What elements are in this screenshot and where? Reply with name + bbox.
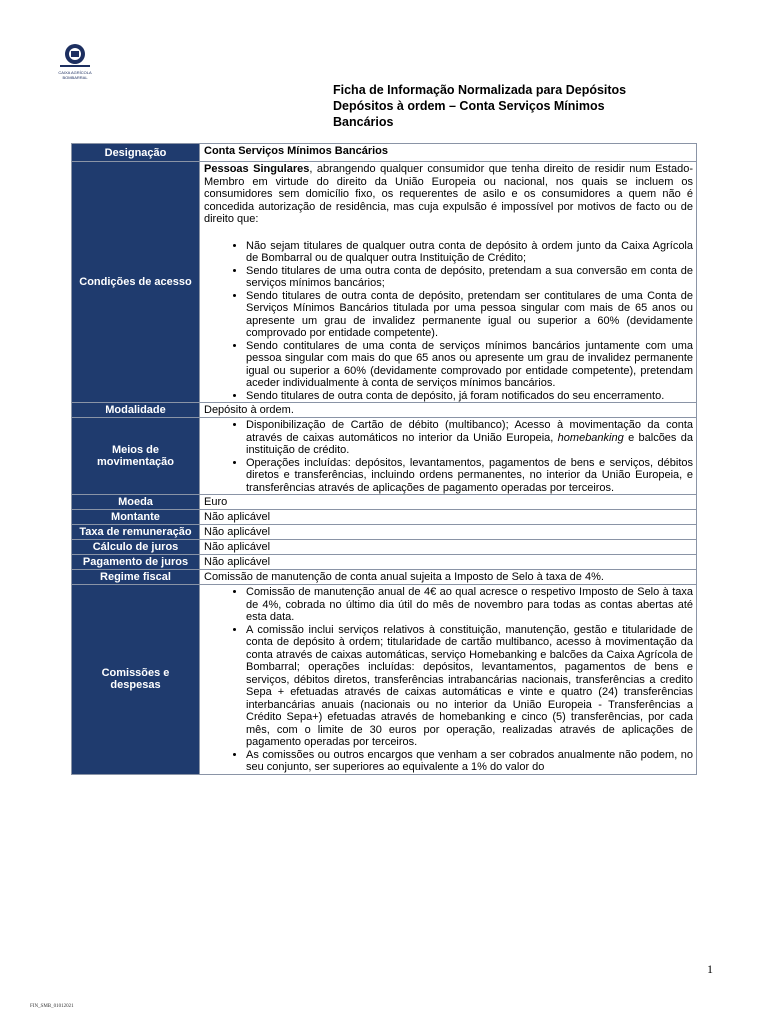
meios-item-text-end: e balcões da instituição de crédito. xyxy=(246,431,693,456)
row-taxa xyxy=(72,525,697,540)
value-designacao: Conta Serviços Mínimos Bancários xyxy=(200,144,697,162)
row-moeda xyxy=(72,495,697,510)
row-comissoes xyxy=(72,585,697,775)
row-meios xyxy=(72,418,697,495)
value-comissoes xyxy=(200,585,697,775)
condicoes-item: • Não sejam titulares de qualquer outra conta de depósito à ordem junto da Caixa Agrícola de Bombarral ou de qualquer outra Instituição de Crédito; xyxy=(246,240,693,265)
row-pagamento xyxy=(72,555,697,570)
comissoes-item: • Comissão de manutenção anual de 4€ ao qual acresce o respetivo Imposto de Selo à taxa de 4%, cobrada no último dia útil do mês de novembro para todas as contas abertas até esta data. xyxy=(246,586,693,624)
label-pagamento: Pagamento de juros xyxy=(72,555,200,570)
title-line-2: Depósitos à ordem – Conta Serviços Mínimos xyxy=(333,99,605,113)
title-line-1: Ficha de Informação Normalizada para Depósitos xyxy=(333,83,627,97)
value-moeda: Euro xyxy=(200,495,697,510)
condicoes-item: • Sendo titulares de outra conta de depósito, pretendam ser contitulares de uma Conta de Serviços Mínimos Bancários titulada por uma pessoa singular com mais de 65 anos ou apresente um grau de invalidez permanente igual ou superior a 60% (devidamente comprovado por entidade competente). xyxy=(246,290,693,340)
label-designacao: Designação xyxy=(72,144,200,162)
condicoes-intro-text: , abrangendo qualquer consumidor que tenha direito de residir num Estado-Membro em virtude do direito da União Europeia ou nacional, nos quais se incluem os consumidores sem domicílio fixo, os requerentes de asilo e os consumidores a quem não é concedida autorização de residência, mas cuja expulsão é impossível por motivos de facto ou de direito que: xyxy=(204,163,693,225)
info-sheet-table xyxy=(71,143,697,775)
condicoes-intro-bold: Pessoas Singulares xyxy=(204,163,310,175)
document-code: FIN_SMB_01012021 xyxy=(30,1004,74,1009)
label-modalidade: Modalidade xyxy=(72,403,200,418)
label-condicoes: Condições de acesso xyxy=(72,162,200,403)
label-meios: Meios de movimentação xyxy=(72,418,200,495)
label-calculo: Cálculo de juros xyxy=(72,540,200,555)
label-regime: Regime fiscal xyxy=(72,570,200,585)
row-designacao xyxy=(72,144,697,162)
label-taxa: Taxa de remuneração xyxy=(72,525,200,540)
comissoes-list xyxy=(204,586,693,774)
condicoes-item: • Sendo titulares de outra conta de depósito, já foram notificados do seu encerramento. xyxy=(246,390,693,403)
row-condicoes xyxy=(72,162,697,403)
comissoes-item: • A comissão inclui serviços relativos à constituição, manutenção, gestão e titularidade de conta de depósito à ordem; titularidade de cartão multibanco, acesso à movimentação da conta através de caixas automáticas, serviço Homebanking e balcões da Caixa Agrícola de Bombarral; operações incluídas: depósitos, levantamentos, pagamentos de bens e serviços, débitos diretos, transferências intrabancárias nacionais, transferências a credito Sepa + efetuadas através de caixas automáticas e vinte e quatro (24) transferências interbancárias anuais (nacionais ou no interior da União Europeia - Transferências a Crédito Sepa+) efetuadas através de homebanking e cinco (5) transferências, por cada mês, com o limite de 30 euros por operação, realizadas através de aplicações de pagamento operadas por terceiros. xyxy=(246,624,693,749)
value-calculo: Não aplicável xyxy=(200,540,697,555)
meios-item-italic: homebanking xyxy=(557,431,624,444)
value-meios xyxy=(200,418,697,495)
condicoes-list xyxy=(204,240,693,403)
logo-text: CAIXA AGRÍCOLA BOMBARRAL xyxy=(58,70,92,80)
meios-list xyxy=(204,419,693,494)
row-calculo xyxy=(72,540,697,555)
value-pagamento: Não aplicável xyxy=(200,555,697,570)
row-montante xyxy=(72,510,697,525)
condicoes-item: • Sendo titulares de uma outra conta de depósito, pretendam a sua conversão em conta de serviços mínimos bancários; xyxy=(246,265,693,290)
meios-item xyxy=(246,419,693,457)
value-modalidade: Depósito à ordem. xyxy=(200,403,697,418)
value-regime: Comissão de manutenção de conta anual sujeita a Imposto de Selo à taxa de 4%. xyxy=(200,570,697,585)
meios-item-text: Disponibilização de Cartão de débito (multibanco); Acesso à movimentação da conta através de caixas automáticos no interior da União Europeia, xyxy=(246,419,693,444)
meios-item: • Operações incluídas: depósitos, levantamentos, pagamentos de bens e serviços, débitos diretos e transferências, incluindo ordens permanentes, no interior da União Europeia, e transferências através de aplicações de pagamento operadas por terceiros. xyxy=(246,457,693,495)
row-regime xyxy=(72,570,697,585)
condicoes-intro xyxy=(204,163,693,226)
label-montante: Montante xyxy=(72,510,200,525)
value-taxa: Não aplicável xyxy=(200,525,697,540)
title-line-3: Bancários xyxy=(333,115,394,129)
comissoes-item: • As comissões ou outros encargos que venham a ser cobrados anualmente não podem, no seu conjunto, ser superiores ao equivalente a 1% do valor do xyxy=(246,749,693,774)
document-title xyxy=(333,82,693,130)
row-modalidade xyxy=(72,403,697,418)
label-comissoes: Comissões e despesas xyxy=(72,585,200,775)
page-number: 1 xyxy=(707,962,713,976)
value-montante: Não aplicável xyxy=(200,510,697,525)
value-condicoes xyxy=(200,162,697,403)
label-moeda: Moeda xyxy=(72,495,200,510)
condicoes-item: • Sendo contitulares de uma conta de serviços mínimos bancários juntamente com uma pessoa singular com mais do que 65 anos ou apresente um grau de invalidez permanente igual ou superior a 60% (devidamente comprovado por entidade competente), pretendam aceder individualmente à conta de serviços mínimos bancários. xyxy=(246,340,693,390)
